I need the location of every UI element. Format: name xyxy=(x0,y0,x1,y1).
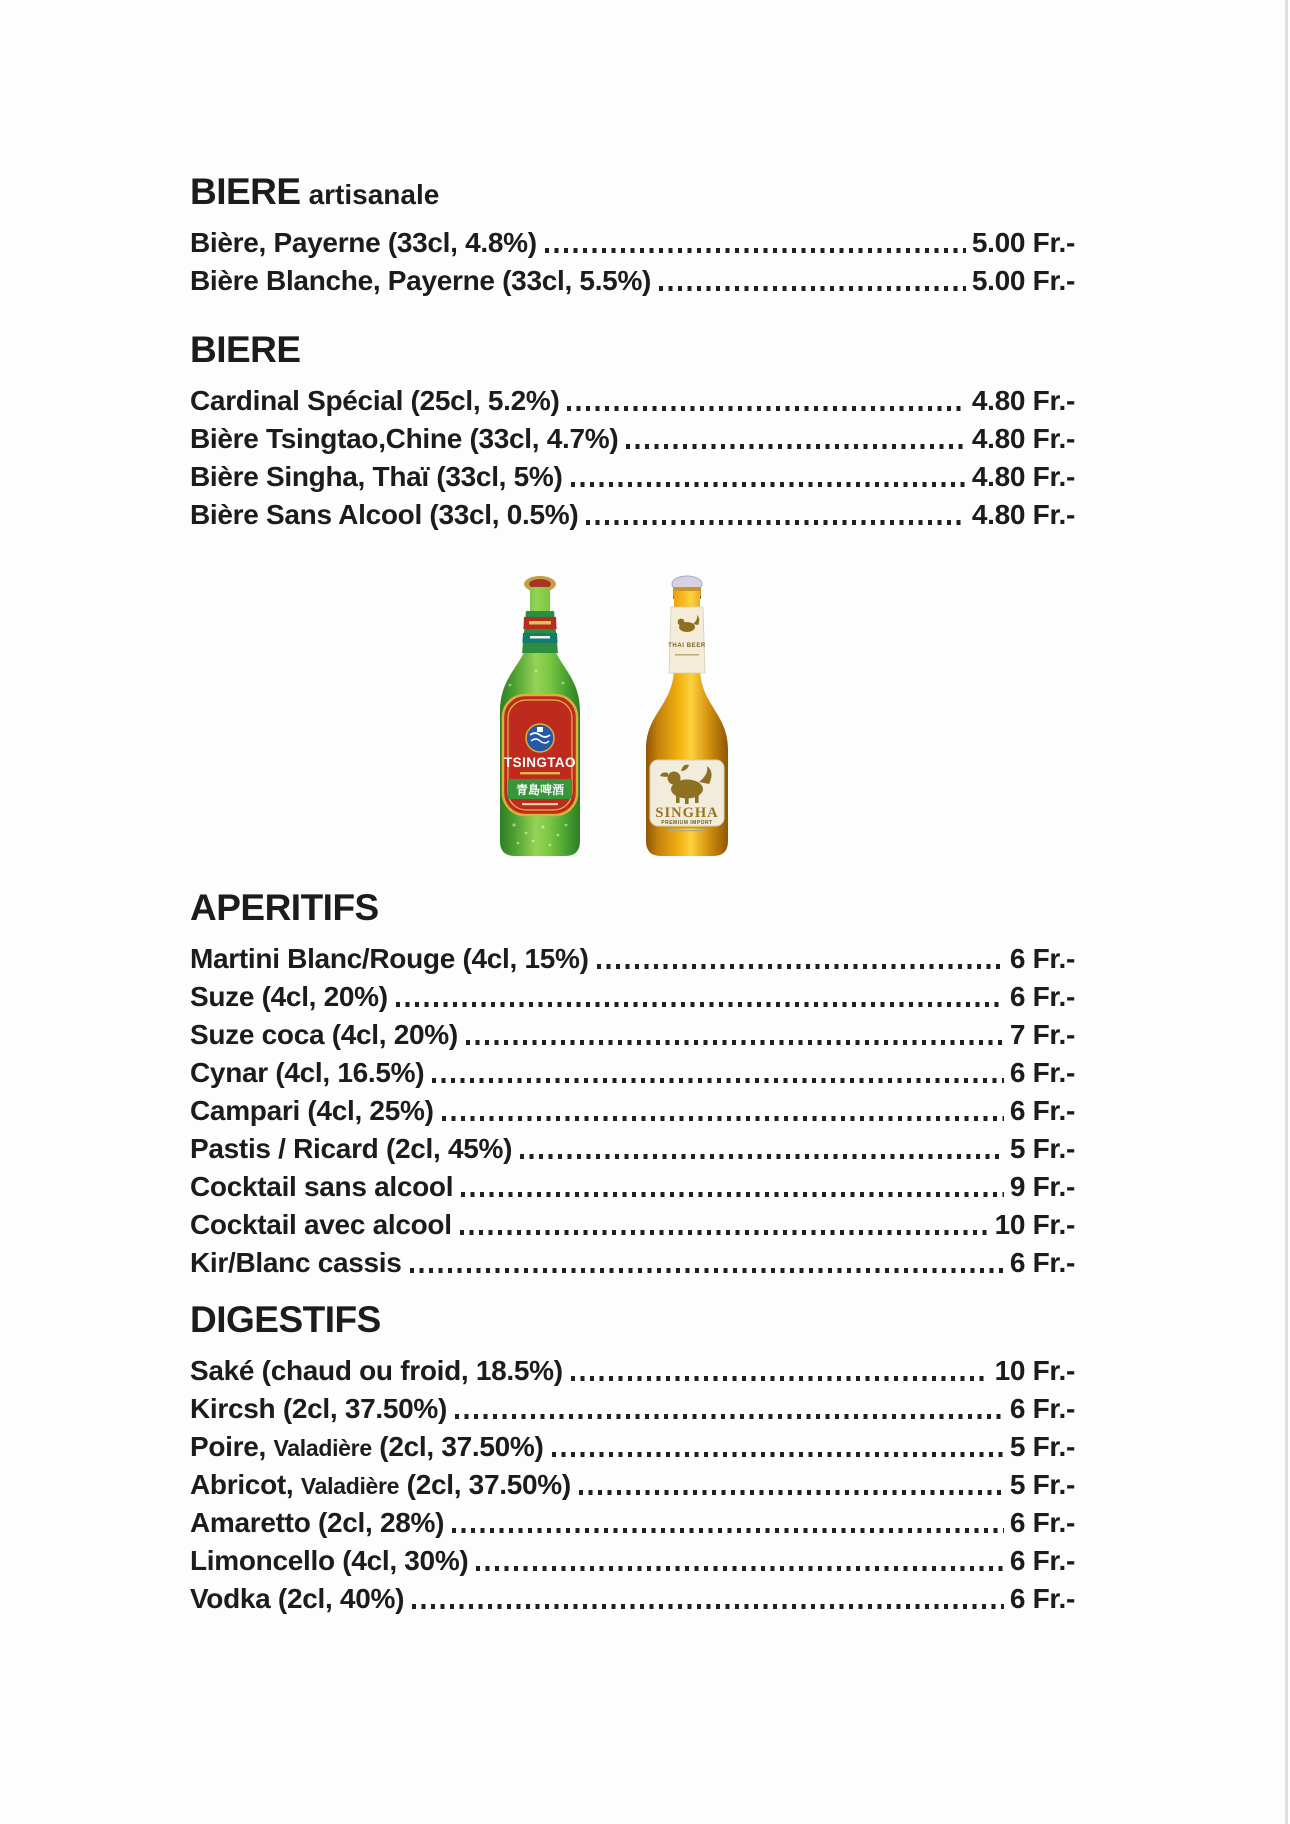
beer-bottles-photo xyxy=(488,575,788,865)
item-price: 6 Fr.- xyxy=(1009,1094,1075,1126)
item-label: Martini Blanc/Rouge (4cl, 15%) xyxy=(190,942,589,974)
item-price: 6 Fr.- xyxy=(1009,1582,1075,1614)
page-edge xyxy=(1285,0,1288,1824)
dotted-leader xyxy=(659,286,966,291)
dotted-leader xyxy=(545,248,966,253)
section-biere xyxy=(190,330,1075,533)
menu-item xyxy=(190,381,1075,419)
item-price: 5 Fr.- xyxy=(1009,1468,1075,1500)
dotted-leader xyxy=(571,1376,989,1381)
menu-item xyxy=(190,1389,1075,1427)
singha-bottle-image xyxy=(638,575,736,865)
dotted-leader xyxy=(432,1078,1004,1083)
section-title: BIERE xyxy=(190,329,301,370)
section-heading xyxy=(190,1300,1075,1341)
menu-item xyxy=(190,1351,1075,1389)
item-price: 4.80 Fr.- xyxy=(971,384,1075,416)
menu-item xyxy=(190,419,1075,457)
menu-item xyxy=(190,1427,1075,1465)
section-biere-artisanale xyxy=(190,172,1075,299)
menu-item xyxy=(190,1053,1075,1091)
item-label: Bière Blanche, Payerne (33cl, 5.5%) xyxy=(190,264,652,296)
item-label: Kir/Blanc cassis xyxy=(190,1246,402,1278)
item-label: Poire, xyxy=(190,1430,274,1462)
item-price: 6 Fr.- xyxy=(1009,980,1075,1012)
item-label-small: Valadière xyxy=(300,1472,400,1499)
item-label: Limoncello (4cl, 30%) xyxy=(190,1544,469,1576)
item-label: Suze coca (4cl, 20%) xyxy=(190,1018,458,1050)
item-label: Bière Sans Alcool (33cl, 0.5%) xyxy=(190,498,579,530)
item-label: Cocktail avec alcool xyxy=(190,1208,452,1240)
item-label: Cardinal Spécial (25cl, 5.2%) xyxy=(190,384,560,416)
dotted-leader xyxy=(567,406,965,411)
singha-brand-text: SINGHA xyxy=(655,805,719,821)
dotted-leader xyxy=(586,520,966,525)
dotted-leader xyxy=(412,1604,1004,1609)
item-price: 4.80 Fr.- xyxy=(971,422,1075,454)
item-price: 4.80 Fr.- xyxy=(971,460,1075,492)
dotted-leader xyxy=(442,1116,1004,1121)
menu-item xyxy=(190,1541,1075,1579)
section-subtitle: artisanale xyxy=(308,179,440,210)
singha-sub-text: PREMIUM IMPORT xyxy=(661,820,713,826)
menu-item xyxy=(190,1503,1075,1541)
dotted-leader xyxy=(476,1566,1003,1571)
dotted-leader xyxy=(410,1268,1004,1273)
section-heading xyxy=(190,172,1075,213)
menu-item xyxy=(190,223,1075,261)
item-label: Bière Singha, Thaï (33cl, 5%) xyxy=(190,460,563,492)
item-label: Cynar (4cl, 16.5%) xyxy=(190,1056,425,1088)
menu-item xyxy=(190,261,1075,299)
menu-item xyxy=(190,1015,1075,1053)
dotted-leader xyxy=(452,1528,1004,1533)
dotted-leader xyxy=(579,1490,1004,1495)
menu-item xyxy=(190,457,1075,495)
item-label: Amaretto (2cl, 28%) xyxy=(190,1506,445,1538)
section-aperitifs xyxy=(190,888,1075,1281)
item-label: Campari (4cl, 25%) xyxy=(190,1094,434,1126)
item-price: 6 Fr.- xyxy=(1009,1392,1075,1424)
menu-item xyxy=(190,939,1075,977)
menu-item xyxy=(190,1243,1075,1281)
menu-item xyxy=(190,1465,1075,1503)
item-price: 10 Fr.- xyxy=(994,1354,1075,1386)
section-heading xyxy=(190,888,1075,929)
tsingtao-chinese-text: 青島啤酒 xyxy=(515,783,565,797)
item-label: Pastis / Ricard (2cl, 45%) xyxy=(190,1132,513,1164)
item-label: Abricot, xyxy=(190,1468,301,1500)
item-price: 5 Fr.- xyxy=(1009,1132,1075,1164)
menu-item xyxy=(190,977,1075,1015)
item-label: Saké (chaud ou froid, 18.5%) xyxy=(190,1354,563,1386)
section-heading xyxy=(190,330,1075,371)
dotted-leader xyxy=(597,964,1004,969)
item-label: Suze (4cl, 20%) xyxy=(190,980,388,1012)
dotted-leader xyxy=(466,1040,1004,1045)
section-digestifs xyxy=(190,1300,1075,1617)
section-title: DIGESTIFS xyxy=(190,1299,381,1340)
item-price: 10 Fr.- xyxy=(994,1208,1075,1240)
item-label: Cocktail sans alcool xyxy=(190,1170,454,1202)
item-price: 6 Fr.- xyxy=(1009,1056,1075,1088)
item-label-rest: (2cl, 37.50%) xyxy=(399,1468,571,1500)
dotted-leader xyxy=(571,482,966,487)
item-price: 5.00 Fr.- xyxy=(971,226,1075,258)
menu-item xyxy=(190,1129,1075,1167)
singha-neck-text: THAI BEER xyxy=(668,643,706,649)
item-price: 6 Fr.- xyxy=(1009,1506,1075,1538)
menu-item xyxy=(190,1091,1075,1129)
menu-item xyxy=(190,1579,1075,1617)
menu-item xyxy=(190,1205,1075,1243)
dotted-leader xyxy=(626,444,965,449)
dotted-leader xyxy=(460,1230,989,1235)
item-price: 7 Fr.- xyxy=(1009,1018,1075,1050)
item-label-small: Valadière xyxy=(273,1434,372,1461)
item-label: Vodka (2cl, 40%) xyxy=(190,1582,405,1614)
section-title: APERITIFS xyxy=(190,887,379,928)
item-price: 4.80 Fr.- xyxy=(971,498,1075,530)
item-label-rest: (2cl, 37.50%) xyxy=(371,1430,544,1462)
menu-item xyxy=(190,1167,1075,1205)
dotted-leader xyxy=(461,1192,1004,1197)
item-price: 9 Fr.- xyxy=(1009,1170,1075,1202)
menu-item xyxy=(190,495,1075,533)
dotted-leader xyxy=(396,1002,1004,1007)
tsingtao-brand-text: TSINGTAO xyxy=(504,755,576,770)
item-label: Kircsh (2cl, 37.50%) xyxy=(190,1392,448,1424)
item-label: Bière, Payerne (33cl, 4.8%) xyxy=(190,226,537,258)
item-price: 5.00 Fr.- xyxy=(971,264,1075,296)
item-price: 5 Fr.- xyxy=(1009,1430,1075,1462)
item-price: 6 Fr.- xyxy=(1009,942,1075,974)
item-price: 6 Fr.- xyxy=(1009,1246,1075,1278)
dotted-leader xyxy=(520,1154,1004,1159)
dotted-leader xyxy=(552,1452,1004,1457)
item-price: 6 Fr.- xyxy=(1009,1544,1075,1576)
dotted-leader xyxy=(455,1414,1004,1419)
item-label: Bière Tsingtao,Chine (33cl, 4.7%) xyxy=(190,422,619,454)
tsingtao-bottle-image xyxy=(488,575,592,865)
section-title: BIERE xyxy=(190,171,301,212)
